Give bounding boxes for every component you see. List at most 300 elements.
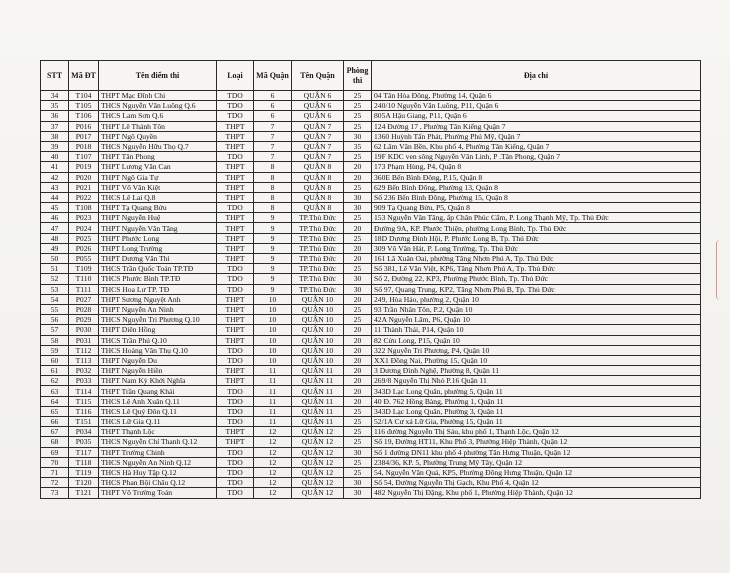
cell-dia-chi: 116 đường Nguyễn Thị Sáu, khu phố 1, Thạnh Lộc, Quận 12 [372, 427, 701, 437]
cell-ten-quan: QUẬN 10 [292, 325, 344, 335]
cell-ma-dt: T115 [69, 396, 99, 406]
cell-loai: THPT [217, 427, 254, 437]
table-row [41, 91, 701, 101]
cell-ma-dt: P035 [69, 437, 99, 447]
cell-ten-quan: TP.Thủ Đức [292, 233, 344, 243]
cell-phong-thi: 30 [344, 274, 372, 284]
cell-ma-quan: 6 [254, 91, 292, 101]
cell-ten-diem-thi: THCS Nguyễn Chí Thanh Q.12 [99, 437, 217, 447]
table-row [41, 162, 701, 172]
cell-stt: 40 [41, 152, 69, 162]
cell-ma-dt: T119 [69, 467, 99, 477]
cell-ma-dt: T111 [69, 284, 99, 294]
table-row [41, 264, 701, 274]
cell-ten-diem-thi: THCS Nguyễn Hữu Thọ Q.7 [99, 141, 217, 151]
cell-stt: 65 [41, 406, 69, 416]
cell-loai: THPT [217, 437, 254, 447]
cell-ma-quan: 8 [254, 162, 292, 172]
cell-ma-dt: T110 [69, 274, 99, 284]
cell-ten-diem-thi: THPT Nguyễn Văn Tăng [99, 223, 217, 233]
cell-ma-quan: 8 [254, 172, 292, 182]
cell-ten-diem-thi: THPT Sương Nguyệt Anh [99, 294, 217, 304]
cell-ten-quan: QUẬN 12 [292, 457, 344, 467]
cell-ma-dt: T106 [69, 111, 99, 121]
cell-ten-diem-thi: THCS Lê Quý Đôn Q.11 [99, 406, 217, 416]
cell-ma-dt: P029 [69, 315, 99, 325]
cell-ma-quan: 12 [254, 447, 292, 457]
cell-ma-quan: 10 [254, 304, 292, 314]
cell-stt: 55 [41, 304, 69, 314]
header-loai: Loại [217, 61, 254, 91]
cell-stt: 46 [41, 213, 69, 223]
cell-ten-diem-thi: THPT Võ Văn Kiệt [99, 182, 217, 192]
cell-stt: 36 [41, 111, 69, 121]
table-header-row [41, 61, 701, 91]
cell-dia-chi: 269/8 Nguyễn Thị Nhỏ P.16 Quận 11 [372, 376, 701, 386]
cell-loai: THPT [217, 366, 254, 376]
cell-ma-dt: T151 [69, 417, 99, 427]
cell-ma-quan: 10 [254, 325, 292, 335]
cell-dia-chi: 322 Nguyễn Tri Phương, P4, Quận 10 [372, 345, 701, 355]
cell-phong-thi: 20 [344, 325, 372, 335]
table-row [41, 437, 701, 447]
table-row [41, 335, 701, 345]
table-row [41, 427, 701, 437]
cell-ten-quan: QUẬN 7 [292, 121, 344, 131]
cell-stt: 67 [41, 427, 69, 437]
cell-dia-chi: 124 Đường 17 , Phường Tân Kiểng Quận 7 [372, 121, 701, 131]
cell-ma-quan: 10 [254, 345, 292, 355]
cell-ma-quan: 11 [254, 396, 292, 406]
cell-stt: 34 [41, 91, 69, 101]
cell-ten-diem-thi: THPT Nguyễn Hiền [99, 366, 217, 376]
cell-ma-dt: T108 [69, 203, 99, 213]
cell-ten-quan: QUẬN 10 [292, 315, 344, 325]
cell-phong-thi: 30 [344, 192, 372, 202]
cell-dia-chi: 909 Tạ Quang Bửu, P5, Quận 8 [372, 203, 701, 213]
cell-dia-chi: 62 Lâm Văn Bền, Khu phố 4, Phường Tân Kiểng, Quận 7 [372, 141, 701, 151]
cell-ma-dt: T121 [69, 488, 99, 498]
cell-loai: TDO [217, 284, 254, 294]
cell-stt: 38 [41, 131, 69, 141]
cell-dia-chi: 1360 Huỳnh Tấn Phát, Phường Phú Mỹ, Quận 7 [372, 131, 701, 141]
cell-stt: 56 [41, 315, 69, 325]
cell-ten-quan: QUẬN 12 [292, 427, 344, 437]
cell-dia-chi: 93 Trần Nhân Tôn, P.2, Quận 10 [372, 304, 701, 314]
cell-ten-quan: QUẬN 11 [292, 396, 344, 406]
cell-stt: 35 [41, 101, 69, 111]
cell-ten-diem-thi: THPT Tạ Quang Bửu [99, 203, 217, 213]
cell-ten-diem-thi: THPT Nam Kỳ Khởi Nghĩa [99, 376, 217, 386]
cell-ten-diem-thi: THCS Lê Anh Xuân Q.11 [99, 396, 217, 406]
cell-ten-quan: QUẬN 10 [292, 335, 344, 345]
cell-ten-quan: QUẬN 10 [292, 355, 344, 365]
cell-ma-dt: P024 [69, 223, 99, 233]
cell-ma-quan: 11 [254, 376, 292, 386]
cell-ma-quan: 12 [254, 478, 292, 488]
cell-dia-chi: Đường 9A, KP. Phước Thiện, phường Long Bình, Tp. Thủ Đức [372, 223, 701, 233]
cell-loai: TDO [217, 91, 254, 101]
cell-loai: TDO [217, 478, 254, 488]
cell-ten-quan: TP.Thủ Đức [292, 243, 344, 253]
cell-dia-chi: Số 54, Đường Nguyễn Thị Gạch, Khu Phố 4, Quận 12 [372, 478, 701, 488]
cell-loai: TDO [217, 447, 254, 457]
cell-ten-quan: TP.Thủ Đức [292, 284, 344, 294]
table-row [41, 101, 701, 111]
cell-loai: TDO [217, 355, 254, 365]
table-row [41, 111, 701, 121]
margin-mark [716, 240, 727, 300]
cell-phong-thi: 25 [344, 437, 372, 447]
cell-ten-quan: TP.Thủ Đức [292, 254, 344, 264]
table-row [41, 172, 701, 182]
cell-ma-dt: P055 [69, 254, 99, 264]
cell-loai: THPT [217, 182, 254, 192]
cell-ma-dt: T107 [69, 152, 99, 162]
table-row [41, 213, 701, 223]
cell-dia-chi: Số 1 đường DN11 khu phố 4 phường Tân Hưng Thuận, Quận 12 [372, 447, 701, 457]
header-phong-thi: Phòng thi [344, 61, 372, 91]
cell-loai: TDO [217, 152, 254, 162]
cell-stt: 70 [41, 457, 69, 467]
table-row [41, 478, 701, 488]
cell-ten-diem-thi: THPT Trần Quang Khải [99, 386, 217, 396]
cell-stt: 72 [41, 478, 69, 488]
table-row [41, 417, 701, 427]
cell-ten-diem-thi: THPT Long Trường [99, 243, 217, 253]
table-row [41, 345, 701, 355]
table-row [41, 467, 701, 477]
cell-ma-quan: 9 [254, 274, 292, 284]
cell-loai: THPT [217, 325, 254, 335]
cell-ma-quan: 9 [254, 243, 292, 253]
cell-loai: TDO [217, 386, 254, 396]
cell-ten-diem-thi: THCS Trần Quốc Toản TP.TĐ [99, 264, 217, 274]
cell-dia-chi: 173 Phạm Hùng, P4, Quận 8 [372, 162, 701, 172]
cell-phong-thi: 25 [344, 417, 372, 427]
cell-dia-chi: 629 Bến Bình Đông, Phường 13, Quận 8 [372, 182, 701, 192]
cell-ten-diem-thi: THCS Hoa Lư TP. TĐ [99, 284, 217, 294]
cell-phong-thi: 20 [344, 243, 372, 253]
table-row [41, 386, 701, 396]
cell-ma-dt: P016 [69, 121, 99, 131]
cell-ma-dt: P021 [69, 182, 99, 192]
cell-stt: 58 [41, 335, 69, 345]
exam-location-table [40, 60, 701, 499]
cell-ten-diem-thi: THCS Nguyễn Tri Phương Q.10 [99, 315, 217, 325]
cell-dia-chi: Số 19, Đường HT11, Khu Phố 3, Phường Hiệp Thành, Quận 12 [372, 437, 701, 447]
cell-phong-thi: 25 [344, 101, 372, 111]
cell-ma-dt: T116 [69, 406, 99, 416]
cell-dia-chi: 249, Hòa Hảo, phường 2, Quận 10 [372, 294, 701, 304]
cell-ten-diem-thi: THCS Lê Lai Q.8 [99, 192, 217, 202]
table-row [41, 376, 701, 386]
cell-dia-chi: 343D Lạc Long Quân, phường 5, Quận 11 [372, 386, 701, 396]
table-row [41, 488, 701, 498]
cell-ten-quan: QUẬN 12 [292, 478, 344, 488]
cell-phong-thi: 20 [344, 396, 372, 406]
cell-ma-dt: P026 [69, 243, 99, 253]
cell-ma-dt: P018 [69, 141, 99, 151]
table-row [41, 457, 701, 467]
cell-stt: 48 [41, 233, 69, 243]
cell-ma-dt: P017 [69, 131, 99, 141]
cell-stt: 68 [41, 437, 69, 447]
cell-loai: THPT [217, 233, 254, 243]
cell-ma-dt: P032 [69, 366, 99, 376]
cell-ten-quan: QUẬN 12 [292, 467, 344, 477]
cell-ten-quan: TP.Thủ Đức [292, 223, 344, 233]
cell-phong-thi: 25 [344, 233, 372, 243]
table-row [41, 254, 701, 264]
cell-loai: THPT [217, 294, 254, 304]
cell-ma-dt: P027 [69, 294, 99, 304]
cell-ma-quan: 9 [254, 254, 292, 264]
cell-phong-thi: 25 [344, 111, 372, 121]
cell-ten-diem-thi: THPT Lương Văn Can [99, 162, 217, 172]
cell-ten-diem-thi: THCS Nguyễn Văn Luông Q.6 [99, 101, 217, 111]
cell-ten-quan: TP.Thủ Đức [292, 264, 344, 274]
cell-loai: THPT [217, 162, 254, 172]
cell-loai: TDO [217, 406, 254, 416]
cell-phong-thi: 25 [344, 264, 372, 274]
cell-ma-quan: 11 [254, 417, 292, 427]
cell-ten-quan: QUẬN 10 [292, 294, 344, 304]
cell-stt: 51 [41, 264, 69, 274]
cell-phong-thi: 25 [344, 467, 372, 477]
cell-ma-dt: P033 [69, 376, 99, 386]
cell-ma-quan: 12 [254, 437, 292, 447]
cell-ten-diem-thi: THCS Lam Sơn Q.6 [99, 111, 217, 121]
cell-dia-chi: 153 Nguyễn Văn Tăng, ấp Chân Phúc Cẩm, P. Long Thạnh Mỹ, Tp. Thủ Đức [372, 213, 701, 223]
table-row [41, 355, 701, 365]
cell-stt: 41 [41, 162, 69, 172]
cell-stt: 63 [41, 386, 69, 396]
cell-phong-thi: 25 [344, 427, 372, 437]
cell-dia-chi: 2384/36, KP. 5, Phường Trung Mỹ Tây, Quận 12 [372, 457, 701, 467]
cell-ma-quan: 8 [254, 192, 292, 202]
cell-loai: TDO [217, 203, 254, 213]
cell-dia-chi: 52/1A Cư xá Lữ Gia, Phường 15, Quận 11 [372, 417, 701, 427]
cell-ten-diem-thi: THCS Phan Bội Châu Q.12 [99, 478, 217, 488]
cell-ten-diem-thi: THPT Diên Hồng [99, 325, 217, 335]
cell-ma-dt: P020 [69, 172, 99, 182]
cell-ma-quan: 7 [254, 152, 292, 162]
header-ten-diem-thi: Tên điểm thi [99, 61, 217, 91]
cell-ma-dt: T113 [69, 355, 99, 365]
table-row [41, 325, 701, 335]
cell-ma-quan: 11 [254, 406, 292, 416]
cell-stt: 44 [41, 192, 69, 202]
cell-ten-diem-thi: THCS Phước Bình TP.TĐ [99, 274, 217, 284]
cell-ten-diem-thi: THPT Nguyễn Du [99, 355, 217, 365]
cell-ten-diem-thi: THCS Lữ Gia Q.11 [99, 417, 217, 427]
cell-loai: THPT [217, 335, 254, 345]
cell-ten-quan: QUẬN 7 [292, 131, 344, 141]
cell-ma-quan: 6 [254, 101, 292, 111]
cell-dia-chi: 54, Nguyễn Văn Quá, KP5, Phường Đông Hưng Thuận, Quận 12 [372, 467, 701, 477]
cell-loai: THPT [217, 172, 254, 182]
cell-stt: 39 [41, 141, 69, 151]
table-row [41, 294, 701, 304]
table-row [41, 203, 701, 213]
table-row [41, 447, 701, 457]
cell-ten-quan: QUẬN 10 [292, 345, 344, 355]
cell-phong-thi: 25 [344, 304, 372, 314]
cell-stt: 60 [41, 355, 69, 365]
cell-ma-quan: 8 [254, 182, 292, 192]
cell-stt: 43 [41, 182, 69, 192]
cell-ten-quan: TP.Thủ Đức [292, 213, 344, 223]
cell-loai: THPT [217, 304, 254, 314]
cell-loai: TDO [217, 396, 254, 406]
cell-ma-quan: 8 [254, 203, 292, 213]
cell-loai: THPT [217, 192, 254, 202]
cell-ten-diem-thi: THPT Lê Thánh Tôn [99, 121, 217, 131]
cell-ten-quan: QUẬN 11 [292, 386, 344, 396]
cell-stt: 73 [41, 488, 69, 498]
table-row [41, 284, 701, 294]
cell-ten-quan: QUẬN 10 [292, 304, 344, 314]
cell-stt: 66 [41, 417, 69, 427]
cell-ma-quan: 9 [254, 284, 292, 294]
cell-ma-quan: 11 [254, 386, 292, 396]
cell-ma-quan: 10 [254, 315, 292, 325]
cell-dia-chi: 11 Thành Thái, P14, Quận 10 [372, 325, 701, 335]
cell-loai: THPT [217, 223, 254, 233]
cell-ma-quan: 12 [254, 427, 292, 437]
cell-stt: 52 [41, 274, 69, 284]
cell-ten-diem-thi: THPT Võ Trường Toản [99, 488, 217, 498]
table-row [41, 274, 701, 284]
cell-loai: THPT [217, 131, 254, 141]
cell-ma-quan: 9 [254, 264, 292, 274]
table-row [41, 131, 701, 141]
cell-loai: TDO [217, 274, 254, 284]
cell-stt: 61 [41, 366, 69, 376]
cell-dia-chi: 482 Nguyễn Thị Đặng, Khu phố 1, Phường Hiệp Thành, Quận 12 [372, 488, 701, 498]
cell-ma-dt: T118 [69, 457, 99, 467]
table-row [41, 406, 701, 416]
cell-dia-chi: 19F KDC ven sông Nguyễn Văn Linh, P .Tân Phong, Quận 7 [372, 152, 701, 162]
cell-phong-thi: 25 [344, 152, 372, 162]
cell-loai: THPT [217, 315, 254, 325]
cell-phong-thi: 20 [344, 376, 372, 386]
cell-stt: 64 [41, 396, 69, 406]
cell-stt: 50 [41, 254, 69, 264]
cell-stt: 69 [41, 447, 69, 457]
table-row [41, 192, 701, 202]
cell-phong-thi: 20 [344, 172, 372, 182]
cell-ten-diem-thi: THPT Nguyễn An Ninh [99, 304, 217, 314]
cell-phong-thi: 30 [344, 488, 372, 498]
cell-loai: THPT [217, 243, 254, 253]
cell-ten-quan: QUẬN 6 [292, 91, 344, 101]
cell-loai: TDO [217, 417, 254, 427]
cell-ma-dt: T104 [69, 91, 99, 101]
table-row [41, 366, 701, 376]
cell-loai: TDO [217, 488, 254, 498]
cell-dia-chi: 42A Nguyễn Lâm, P6, Quận 10 [372, 315, 701, 325]
cell-ma-quan: 7 [254, 131, 292, 141]
cell-ma-dt: T109 [69, 264, 99, 274]
cell-ma-dt: T112 [69, 345, 99, 355]
cell-stt: 59 [41, 345, 69, 355]
cell-phong-thi: 30 [344, 478, 372, 488]
cell-dia-chi: 161 Lã Xuân Oai, phường Tăng Nhơn Phú A, Tp. Thủ Đức [372, 254, 701, 264]
cell-phong-thi: 25 [344, 315, 372, 325]
cell-ten-quan: QUẬN 8 [292, 192, 344, 202]
cell-ten-quan: TP.Thủ Đức [292, 274, 344, 284]
cell-loai: THPT [217, 141, 254, 151]
cell-phong-thi: 20 [344, 294, 372, 304]
cell-ten-quan: QUẬN 8 [292, 182, 344, 192]
cell-ten-diem-thi: THCS Hà Huy Tập Q.12 [99, 467, 217, 477]
cell-ten-quan: QUẬN 8 [292, 203, 344, 213]
cell-phong-thi: 30 [344, 203, 372, 213]
cell-stt: 62 [41, 376, 69, 386]
header-ten-quan: Tên Quận [292, 61, 344, 91]
cell-ten-quan: QUẬN 7 [292, 141, 344, 151]
cell-dia-chi: 309 Võ Văn Hát, P. Long Trường, Tp. Thủ Đức [372, 243, 701, 253]
cell-phong-thi: 25 [344, 406, 372, 416]
table-row [41, 233, 701, 243]
cell-ten-quan: QUẬN 11 [292, 406, 344, 416]
header-ma-quan: Mã Quận [254, 61, 292, 91]
cell-ten-diem-thi: THCS Nguyễn An Ninh Q.12 [99, 457, 217, 467]
cell-ma-dt: T117 [69, 447, 99, 457]
table-row [41, 182, 701, 192]
cell-dia-chi: 3 Dương Đình Nghệ, Phường 8, Quận 11 [372, 366, 701, 376]
table-row [41, 243, 701, 253]
table-row [41, 223, 701, 233]
cell-ma-quan: 9 [254, 223, 292, 233]
cell-phong-thi: 25 [344, 182, 372, 192]
table-row [41, 121, 701, 131]
table-row [41, 141, 701, 151]
cell-dia-chi: XX1 Đồng Nai, Phường 15, Quận 10 [372, 355, 701, 365]
cell-ten-diem-thi: THPT Phước Long [99, 233, 217, 243]
table-row [41, 152, 701, 162]
cell-stt: 45 [41, 203, 69, 213]
cell-dia-chi: Số 2, Đường 22, KP3, Phường Phước Bình, Tp. Thủ Đức [372, 274, 701, 284]
cell-ten-diem-thi: THPT Ngô Quyền [99, 131, 217, 141]
table-body [41, 91, 701, 499]
cell-loai: THPT [217, 213, 254, 223]
cell-phong-thi: 25 [344, 213, 372, 223]
cell-ma-dt: P028 [69, 304, 99, 314]
cell-stt: 37 [41, 121, 69, 131]
cell-dia-chi: 360E Bến Bình Đông, P.15, Quận 8 [372, 172, 701, 182]
cell-ma-quan: 10 [254, 294, 292, 304]
cell-loai: TDO [217, 345, 254, 355]
cell-ten-diem-thi: THPT Tân Phong [99, 152, 217, 162]
table-row [41, 304, 701, 314]
cell-dia-chi: 805A Hậu Giang, P11, Quận 6 [372, 111, 701, 121]
cell-dia-chi: Số 381, Lê Văn Việt, KP6, Tăng Nhơn Phú A, Tp. Thủ Đức [372, 264, 701, 274]
cell-phong-thi: 20 [344, 366, 372, 376]
cell-stt: 47 [41, 223, 69, 233]
cell-ten-quan: QUẬN 12 [292, 437, 344, 447]
cell-ma-dt: P022 [69, 192, 99, 202]
cell-ma-dt: P031 [69, 335, 99, 345]
cell-ten-diem-thi: THPT Ngô Gia Tự [99, 172, 217, 182]
cell-phong-thi: 20 [344, 345, 372, 355]
cell-ten-quan: QUẬN 12 [292, 447, 344, 457]
cell-phong-thi: 25 [344, 457, 372, 467]
cell-phong-thi: 35 [344, 141, 372, 151]
cell-ten-diem-thi: THPT Thạnh Lộc [99, 427, 217, 437]
